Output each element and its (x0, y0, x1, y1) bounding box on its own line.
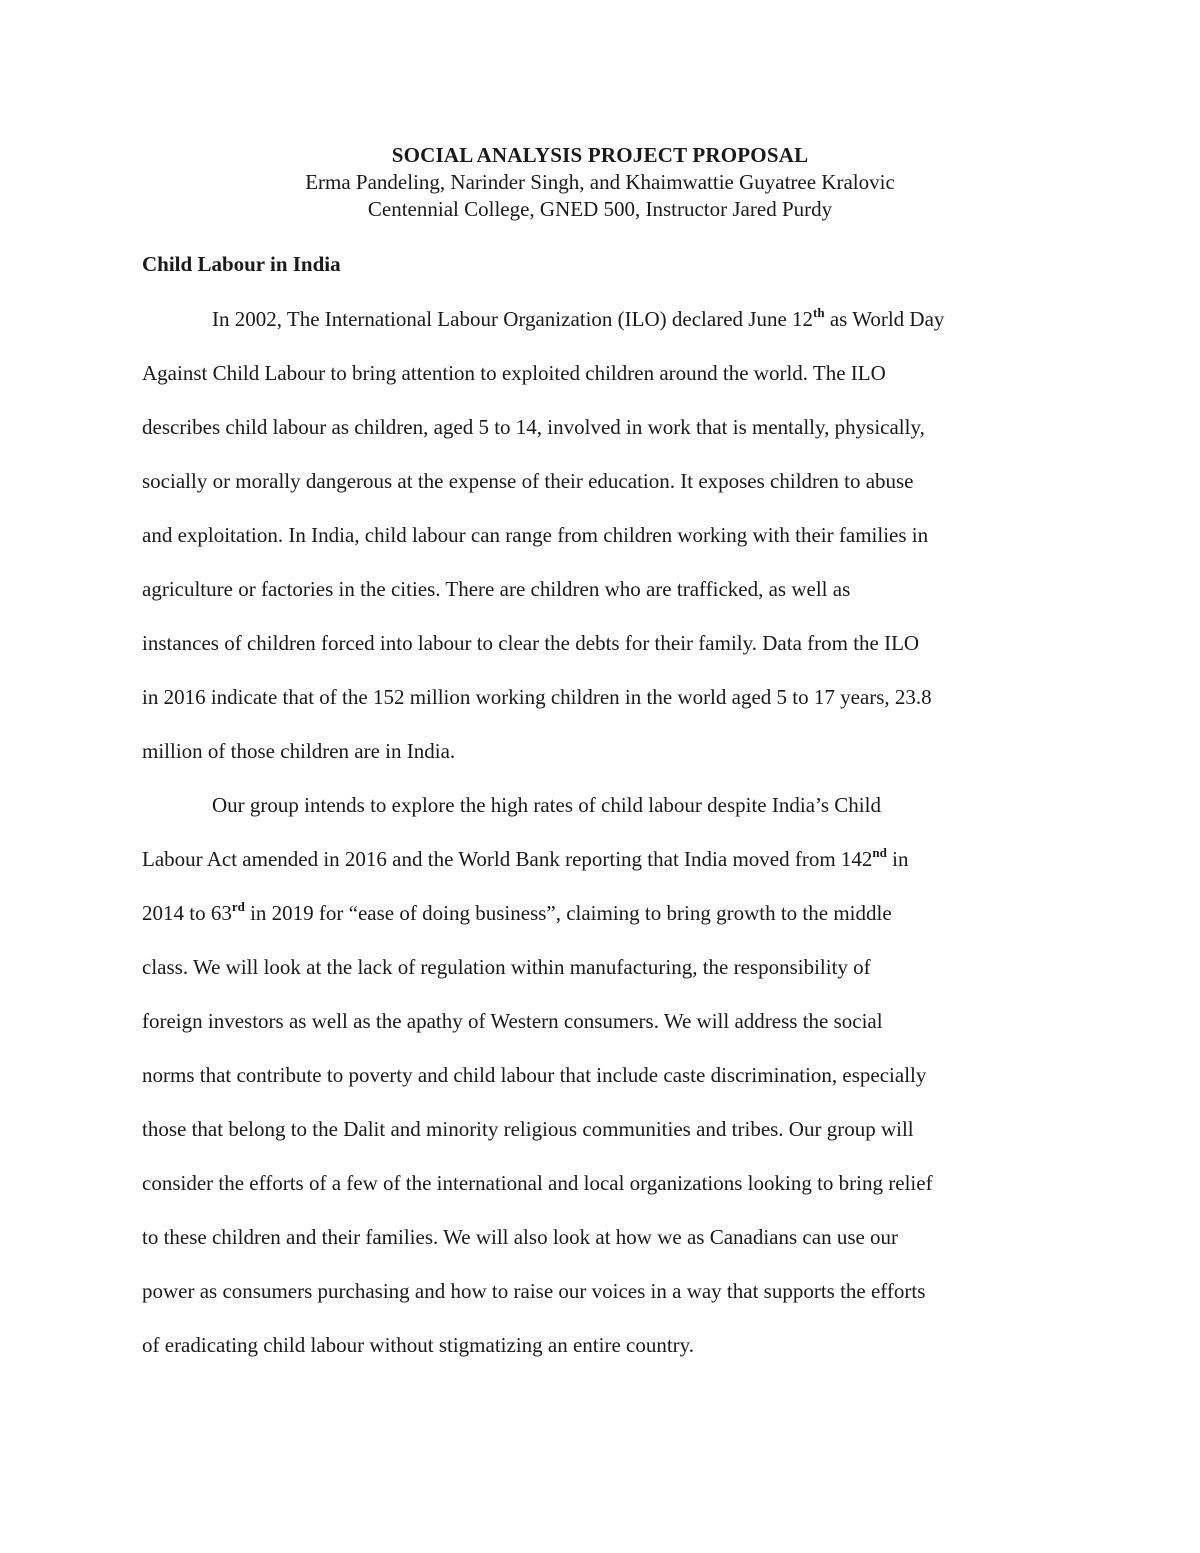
paragraph-2-line-6: norms that contribute to poverty and child labour that include caste discrimination, especially (142, 1063, 927, 1087)
paragraph-1-line-9: million of those children are in India. (142, 739, 456, 763)
affiliation-line: Centennial College, GNED 500, Instructor Jared Purdy (367, 197, 833, 221)
paragraph-2-line-4: class. We will look at the lack of regulation within manufacturing, the responsibility of (142, 955, 871, 979)
paragraph-2-line-3 (142, 900, 892, 927)
paragraph-1-line-6: agriculture or factories in the cities. There are children who are trafficked, as well as (142, 577, 851, 601)
paragraph-2-line-5: foreign investors as well as the apathy of Western consumers. We will address the social (142, 1009, 883, 1033)
paragraph-1-line-7: instances of children forced into labour to clear the debts for their family. Data from the ILO (142, 631, 920, 655)
document-title: SOCIAL ANALYSIS PROJECT PROPOSAL (391, 143, 809, 167)
paragraph-2-line-8: consider the efforts of a few of the international and local organizations looking to bring relief (142, 1171, 933, 1195)
paragraph-2-line-10: power as consumers purchasing and how to raise our voices in a way that supports the efforts (142, 1279, 926, 1303)
paragraph-2-line-9: to these children and their families. We will also look at how we as Canadians can use our (142, 1225, 899, 1249)
authors-line: Erma Pandeling, Narinder Singh, and Khaimwattie Guyatree Kralovic (305, 170, 895, 194)
paragraph-2-line-2 (142, 846, 908, 873)
text-run: in 2019 for “ease of doing business”, claiming to bring growth to the middle (244, 901, 892, 925)
text-run: 2014 to 63 (142, 901, 232, 925)
text-run: in (886, 847, 909, 871)
superscript: nd (872, 845, 887, 860)
superscript: th (813, 305, 825, 320)
text-run: as World Day (824, 307, 945, 331)
paragraph-1-line-1 (212, 306, 944, 333)
title-block (0, 142, 1200, 223)
paragraph-1-line-3: describes child labour as children, aged 5 to 14, involved in work that is mentally, physically, (142, 415, 925, 439)
paragraph-2-line-1: Our group intends to explore the high rates of child labour despite India’s Child (212, 793, 881, 817)
section-heading: Child Labour in India (142, 252, 341, 276)
paragraph-2-line-7: those that belong to the Dalit and minority religious communities and tribes. Our group will (142, 1117, 914, 1141)
paragraph-1-line-4: socially or morally dangerous at the expense of their education. It exposes children to abuse (142, 469, 914, 493)
superscript: rd (231, 899, 245, 914)
text-run: In 2002, The International Labour Organization (ILO) declared June 12 (212, 307, 814, 331)
paragraph-1-line-2: Against Child Labour to bring attention to exploited children around the world. The ILO (142, 361, 886, 385)
paragraph-2-line-11: of eradicating child labour without stigmatizing an entire country. (142, 1333, 695, 1357)
text-run: Labour Act amended in 2016 and the World Bank reporting that India moved from 142 (142, 847, 873, 871)
paragraph-1-line-5: and exploitation. In India, child labour can range from children working with their families in (142, 523, 929, 547)
paragraph-1-line-8: in 2016 indicate that of the 152 million working children in the world aged 5 to 17 years, 23.8 (142, 685, 932, 709)
